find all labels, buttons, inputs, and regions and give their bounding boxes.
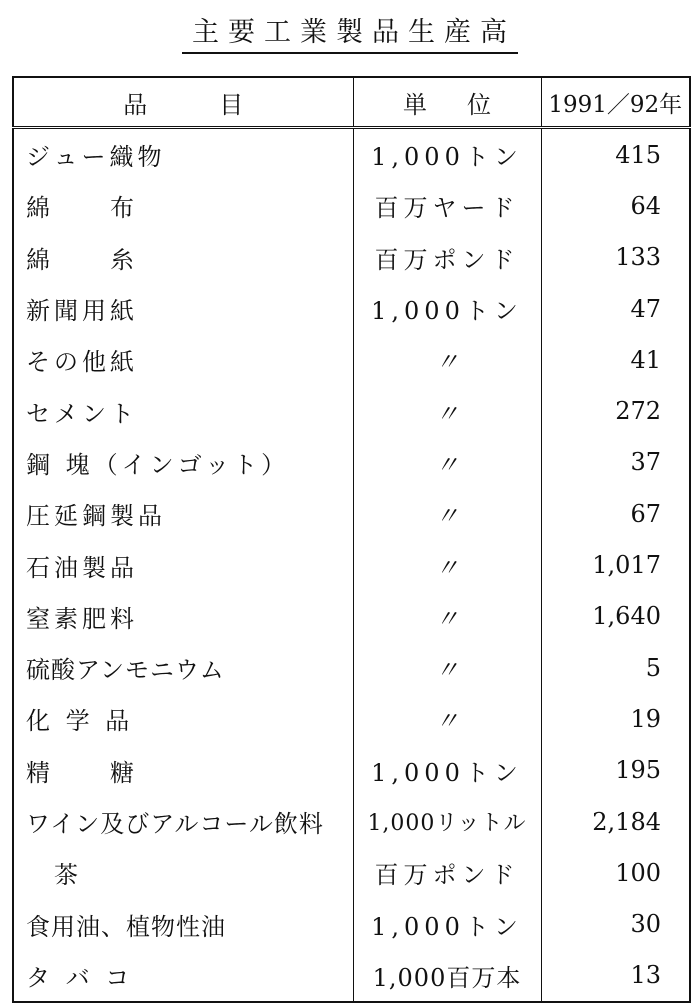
table-row [13,385,690,436]
row-value: 67 [630,499,661,528]
row-unit-ditto: 〃 [353,693,541,744]
row-value: 100 [615,858,661,887]
header-item: 品目 [13,77,353,128]
row-value: 1,017 [592,551,661,580]
production-table [12,76,691,1003]
row-value: 415 [615,140,661,169]
table-row [13,847,690,898]
row-item: 硫酸アンモニウム [13,642,353,693]
row-unit: 百万ヤード [353,180,541,231]
row-item: 綿 糸 [13,232,353,283]
row-value: 2,184 [592,807,661,836]
row-item: 綿 布 [13,180,353,231]
row-item: タ バ コ [13,950,353,1002]
title-text: 主要工業製品生産高 [182,10,518,54]
header-row [13,77,690,128]
row-value: 133 [615,243,661,272]
row-value: 30 [630,910,661,939]
row-item: 新聞用紙 [13,283,353,334]
row-value: 5 [645,653,661,682]
row-unit-ditto: 〃 [353,591,541,642]
table-row [13,128,690,181]
table-row [13,591,690,642]
row-unit: 1,000トン [353,283,541,334]
row-item: セメント [13,385,353,436]
table-row [13,898,690,949]
table-row [13,283,690,334]
table-row [13,488,690,539]
row-unit-ditto: 〃 [353,488,541,539]
table-row [13,232,690,283]
row-unit-ditto: 〃 [353,437,541,488]
table-row [13,539,690,590]
row-value: 195 [615,756,661,785]
row-item: 茶 [13,847,353,898]
row-item: その他紙 [13,334,353,385]
table-row [13,693,690,744]
row-unit: 1,000トン [353,128,541,181]
header-year: 1991／92年 [541,77,690,128]
row-unit: 1,000トン [353,898,541,949]
table-row [13,642,690,693]
row-unit-ditto: 〃 [353,334,541,385]
row-value: 64 [630,191,661,220]
row-value: 41 [630,345,661,374]
table-row [13,950,690,1002]
row-value: 13 [630,961,661,990]
row-unit-ditto: 〃 [353,642,541,693]
row-item: 圧延鋼製品 [13,488,353,539]
table-row [13,334,690,385]
row-value: 47 [630,294,661,323]
row-item: ワイン及びアルコール飲料 [13,796,353,847]
row-item: 鋼 塊（インゴット） [13,437,353,488]
row-value: 272 [615,397,661,426]
row-item: 石油製品 [13,539,353,590]
header-unit: 単位 [353,77,541,128]
row-item: 精 糖 [13,745,353,796]
row-unit: 1,000百万本 [353,950,541,1002]
row-unit: 百万ポンド [353,847,541,898]
row-unit-ditto: 〃 [353,539,541,590]
table-row [13,745,690,796]
table-row [13,796,690,847]
row-value: 37 [630,448,661,477]
row-unit: 1,000リットル [353,796,541,847]
table-row [13,437,690,488]
row-value: 1,640 [592,602,661,631]
row-item: 食用油、植物性油 [13,898,353,949]
row-item: 窒素肥料 [13,591,353,642]
row-unit-ditto: 〃 [353,385,541,436]
row-item: ジュー織物 [13,128,353,181]
row-unit: 百万ポンド [353,232,541,283]
row-item: 化 学 品 [13,693,353,744]
document-title [0,10,700,54]
table-row [13,180,690,231]
row-value: 19 [630,704,661,733]
row-unit: 1,000トン [353,745,541,796]
